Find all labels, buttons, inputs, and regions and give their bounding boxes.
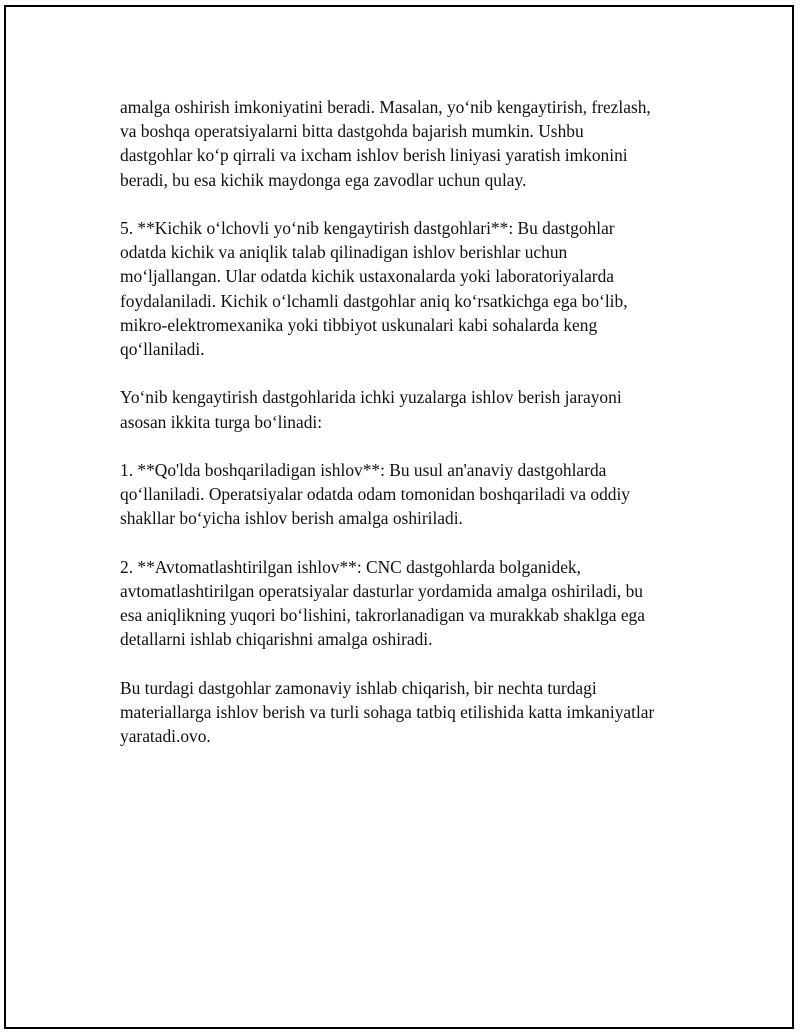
paragraph-processing-types-intro: Yo‘nib kengaytirish dastgohlarida ichki yuzalarga ishlov berish jarayoni asosan ikkita turga bo‘linadi:: [120, 387, 622, 432]
paragraph-intro-continuation: amalga oshirish imkoniyatini beradi. Masalan, yo‘nib kengaytirish, frezlash, va boshqa operatsiyalarni bitta dastgohda bajarish mumkin. Ushbu dastgohlar ko‘p qirrali va ixcham ishlov berish liniyasi yaratish imkonini beradi, bu esa kichik maydonga ega zavodlar uchun qulay.: [120, 97, 651, 190]
paragraph-item-1-manual-processing: 1. **Qo'lda boshqariladigan ishlov**: Bu usul an'anaviy dastgohlarda qo‘llaniladi. Operatsiyalar odatda odam tomonidan boshqariladi va oddiy shakllar bo‘yicha ishlov berish amalga oshiriladi.: [120, 460, 630, 529]
paragraph-conclusion: Bu turdagi dastgohlar zamonaviy ishlab chiqarish, bir nechta turdagi materiallarga ishlov berish va turli sohaga tatbiq etilishida katta imkaniyatlar yaratadi.ovo.: [120, 677, 655, 747]
paragraph-item-2-automated-processing: 2. **Avtomatlashtirilgan ishlov**: CNC dastgohlarda bolganidek, avtomatlashtirilgan operatsiyalar dasturlar yordamida amalga oshiriladi, bu esa aniqlikning yuqori bo‘lishini, takrorlanadigan va murakkab shaklga ega detallarni ishlab chiqarishni amalga oshiradi.: [120, 556, 645, 650]
document-page: [4, 5, 794, 1029]
paragraph-item-5-small-boring-machines: 5. **Kichik o‘lchovli yo‘nib kengaytirish dastgohlari**: Bu dastgohlar odatda kichik va aniqlik talab qilinadigan ishlov berishlar uchun mo‘ljallangan. Ular odatda kichik ustaxonalarda yoki laboratoriyalarda foydalaniladi. Kichik o‘lchamli dastgohlar aniq ko‘rsatkichga ega bo‘lib, mikro-elektromexanika yoki tibbiyot uskunalari kabi sohalarda keng qo‘llaniladi.: [120, 218, 628, 360]
document-body: [120, 95, 700, 773]
